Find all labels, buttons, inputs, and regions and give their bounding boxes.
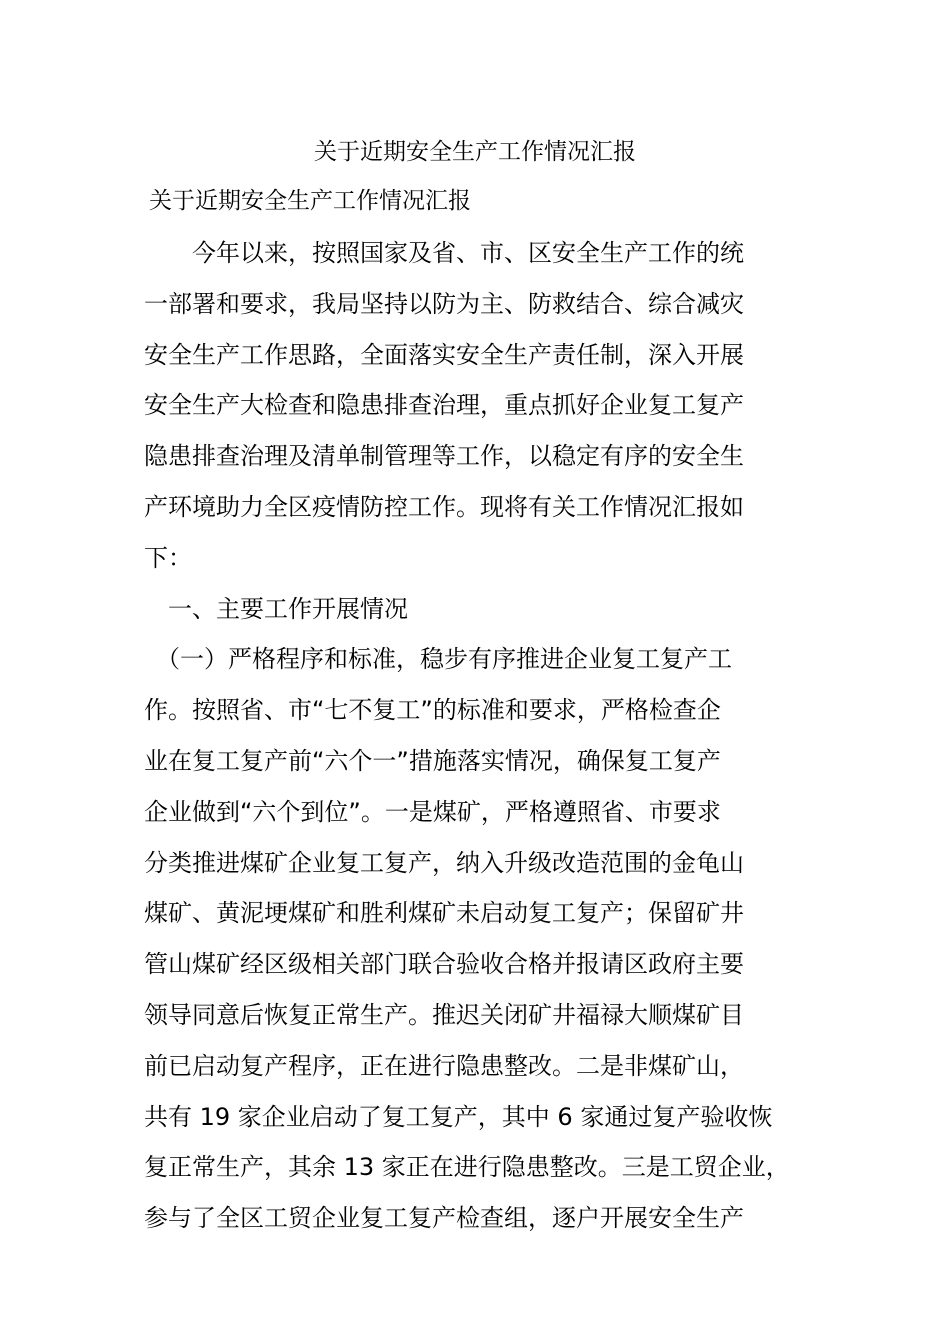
body-line: 共有 19 家企业启动了复工复产，其中 6 家通过复产验收恢 <box>144 1102 773 1131</box>
body-line: 管山煤矿经区级相关部门联合验收合格并报请区政府主要 <box>144 950 744 979</box>
body-line: 下： <box>144 543 192 572</box>
body-line: 前已启动复产程序，正在进行隐患整改。二是非煤矿山， <box>144 1051 744 1080</box>
document-subtitle: 关于近期安全生产工作情况汇报 <box>149 188 471 214</box>
body-line: 业在复工复产前“六个一”措施落实情况，确保复工复产 <box>144 746 721 775</box>
body-line: 一部署和要求，我局坚持以防为主、防救结合、综合减灾 <box>144 289 744 318</box>
document-body <box>144 228 834 1244</box>
body-line: 煤矿、黄泥埂煤矿和胜利煤矿未启动复工复产；保留矿井 <box>144 899 744 928</box>
body-line: 参与了全区工贸企业复工复产检查组，逐户开展安全生产 <box>144 1204 744 1233</box>
body-line: （一）严格程序和标准，稳步有序推进企业复工复产工 <box>144 645 732 674</box>
body-line: 分类推进煤矿企业复工复产，纳入升级改造范围的金龟山 <box>144 848 744 877</box>
body-line: 复正常生产，其余 13 家正在进行隐患整改。三是工贸企业， <box>144 1153 790 1182</box>
body-line: 企业做到“六个到位”。一是煤矿，严格遵照省、市要求 <box>144 797 721 826</box>
body-line: 安全生产大检查和隐患排查治理，重点抓好企业复工复产 <box>144 391 744 420</box>
body-line: 隐患排查治理及清单制管理等工作，以稳定有序的安全生 <box>144 442 744 471</box>
document-title: 关于近期安全生产工作情况汇报 <box>314 139 636 165</box>
body-line: 作。按照省、市“七不复工”的标准和要求，严格检查企 <box>144 696 721 725</box>
body-line: 产环境助力全区疫情防控工作。现将有关工作情况汇报如 <box>144 492 744 521</box>
body-line: 今年以来，按照国家及省、市、区安全生产工作的统 <box>144 239 744 267</box>
section-heading: 一、主要工作开展情况 <box>144 594 408 623</box>
body-line: 安全生产工作思路，全面落实安全生产责任制，深入开展 <box>144 340 744 369</box>
body-line: 领导同意后恢复正常生产。推迟关闭矿井福禄大顺煤矿目 <box>144 1000 744 1029</box>
